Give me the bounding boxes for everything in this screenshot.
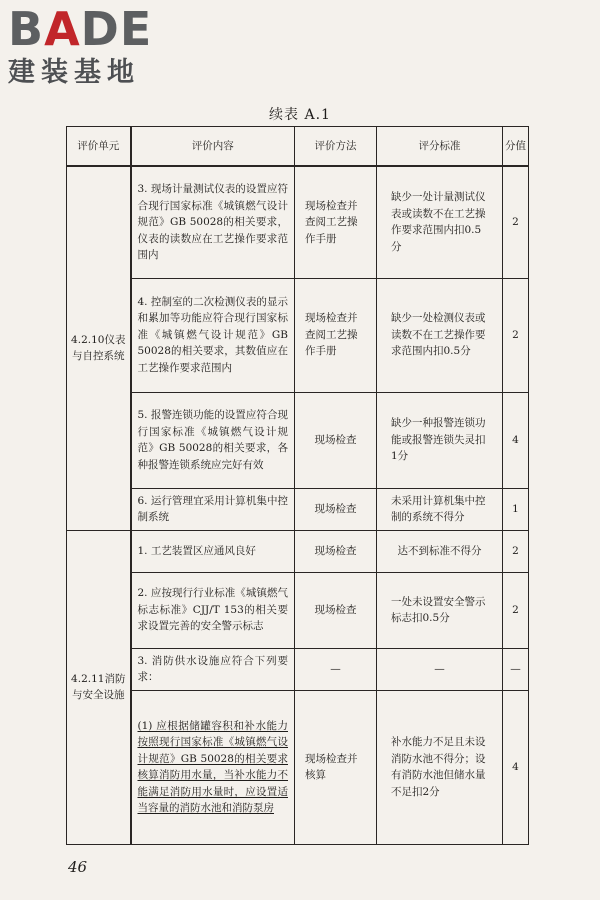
row-standard: 未采用计算机集中控制的系统不得分 (377, 488, 503, 530)
row-method: 现场检查 (295, 530, 377, 572)
logo-wordmark: BADE (8, 2, 153, 56)
row-content: 4. 控制室的二次检测仪表的显示和累加等功能应符合现行国家标准《城镇燃气设计规范》GB 50028的相关要求，其数值应在工艺操作要求范围内 (131, 278, 295, 392)
row-content: 5. 报警连锁功能的设置应符合现行国家标准《城镇燃气设计规范》GB 50028的相关要求，各种报警连锁系统应完好有效 (131, 392, 295, 488)
row-score: 4 (503, 690, 529, 844)
row-score: 4 (503, 392, 529, 488)
evaluation-table (66, 126, 529, 845)
table-title: 续表 A.1 (269, 107, 331, 123)
header-content: 评价内容 (131, 127, 295, 167)
row-content: 2. 应按现行行业标准《城镇燃气标志标准》CJJ/T 153的相关要求设置完善的安全警示标志 (131, 572, 295, 648)
row-method: 现场检查并查阅工艺操作手册 (295, 278, 377, 392)
row-content: 1. 工艺装置区应通风良好 (131, 530, 295, 572)
table-row (67, 488, 529, 530)
row-content: 3. 现场计量测试仪表的设置应符合现行国家标准《城镇燃气设计规范》GB 50028的相关要求，仪表的读数应在工艺操作要求范围内 (131, 166, 295, 278)
unit-fire-safety: 4.2.11消防与安全设施 (67, 530, 131, 844)
row-standard: 缺少一处计量测试仪表或读数不在工艺操作要求范围内扣0.5分 (377, 166, 503, 278)
table-row (67, 648, 529, 690)
row-standard: 达不到标准不得分 (377, 530, 503, 572)
table-row (67, 690, 529, 844)
row-standard: 一处未设置安全警示标志扣0.5分 (377, 572, 503, 648)
header-row (67, 127, 529, 167)
header-standard: 评分标准 (377, 127, 503, 167)
row-content: 3. 消防供水设施应符合下列要求： (131, 648, 295, 690)
header-method: 评价方法 (295, 127, 377, 167)
row-score: — (503, 648, 529, 690)
row-standard: 缺少一处检测仪表或读数不在工艺操作要求范围内扣0.5分 (377, 278, 503, 392)
page-number: 46 (68, 858, 88, 876)
header-unit: 评价单元 (67, 127, 131, 167)
row-score: 2 (503, 530, 529, 572)
table-row (67, 166, 529, 278)
row-method: 现场检查并核算 (295, 690, 377, 844)
row-standard: 补水能力不足且未设消防水池不得分；设有消防水池但储水量不足扣2分 (377, 690, 503, 844)
table-row (67, 392, 529, 488)
row-method: 现场检查 (295, 572, 377, 648)
row-score: 2 (503, 278, 529, 392)
row-method: 现场检查并查阅工艺操作手册 (295, 166, 377, 278)
row-method: 现场检查 (295, 488, 377, 530)
table-row (67, 572, 529, 648)
row-method: 现场检查 (295, 392, 377, 488)
logo (8, 2, 183, 92)
row-standard: 缺少一种报警连锁功能或报警连锁失灵扣1分 (377, 392, 503, 488)
logo-subtitle: 建装基地 (8, 57, 140, 88)
table-row (67, 278, 529, 392)
row-content: (1) 应根据储罐容积和补水能力按照现行国家标准《城镇燃气设计规范》GB 50028的相关要求核算消防用水量，当补水能力不能满足消防用水量时，应设置适当容量的消防水池和消防泵房 (131, 690, 295, 844)
header-score: 分值 (503, 127, 529, 167)
row-score: 1 (503, 488, 529, 530)
table-row (67, 530, 529, 572)
row-standard: — (377, 648, 503, 690)
row-score: 2 (503, 166, 529, 278)
row-score: 2 (503, 572, 529, 648)
row-content: 6. 运行管理宜采用计算机集中控制系统 (131, 488, 295, 530)
unit-instrument-control: 4.2.10仪表与自控系统 (67, 166, 131, 530)
row-method: — (295, 648, 377, 690)
